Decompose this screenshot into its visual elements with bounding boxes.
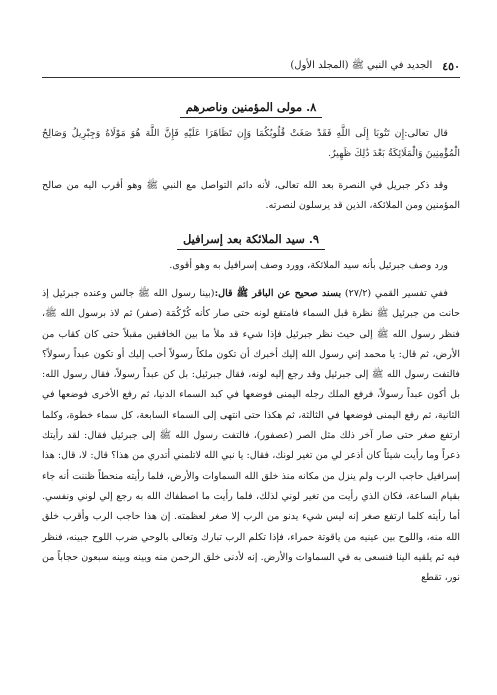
section-8-heading: [42, 100, 460, 118]
running-header: [42, 58, 460, 74]
section-8-paragraph: وقد ذكر جبريل في النصرة بعد الله تعالى، لأنه دائم التواصل مع النبي ﷺ وهو أقرب اليه من صالح المؤمنين ومن الملائكة، الذين قد يرسلون لنصرته.: [42, 180, 460, 212]
header-divider: [42, 77, 460, 78]
section-9-heading-text: ٩. سيد الملائكة بعد إسرافيل: [177, 232, 325, 250]
section-9-hadith: [42, 284, 460, 588]
hadith-source: ففي تفسير القمي (٢٧/٢): [341, 288, 449, 299]
hadith-chain: بسند صحيح عن الباقر ﷺ قال:: [214, 288, 342, 299]
section-8-body: [42, 176, 460, 217]
hadith-paragraph: [42, 284, 460, 588]
book-title: الجديد في النبي ﷺ (المجلد الأول): [290, 60, 433, 71]
section-9-paragraph-1: ورد وصف جبرئيل بأنه سيد الملائكة، وورد وصف إسرافيل به وهو أقوى.: [169, 260, 448, 271]
verse-paragraph: [42, 124, 460, 165]
page-number: ٤٥٠: [442, 59, 460, 73]
book-page: [42, 0, 460, 695]
section-8-verse-block: [42, 124, 460, 165]
section-9-heading: [42, 232, 460, 250]
quran-verse: إِن تَتُوبَا إِلَى اللَّهِ فَقَدْ صَغَتْ قُلُوبُكُمَا وَإِن تَظَاهَرَا عَلَيْهِ فَإِنَّ اللَّهَ هُوَ مَوْلَاهُ وَجِبْرِيلُ وَصَالِحُ الْمُؤْمِنِينَ وَالْمَلَائِكَةُ بَعْدَ ذَٰلِكَ ظَهِيرٌ.: [42, 128, 460, 160]
section-9-intro: [42, 256, 460, 276]
hadith-text: (بينا رسول الله ﷺ جالس وعنده جبرئيل إذ حانت من جبرئيل ﷺ نظرة قبل السماء فامتقع لونه حتى صار كأنه كُرْكُمَة (صفر) ثم لاذ برسول الله ﷺ، فنظر رسول الله ﷺ إلى حيث نظر جبرئيل فإذا شيء قد ملأ ما بين الخافقين مقبلاً حتى كان كقاب من الأرض، ثم قال: يا محمد إني رسول الله إليك أخبرك أن تكون ملكاً رسولاً أحب إليك أو تكون عبداً رسولاً؟ فالتفت رسول الله ﷺ إلى جبرئيل وقد رجع إليه لونه، فقال جبرئيل: بل كن عبداً رسولاً، فقال رسول الله: بل أكون عبداً رسولاً، فرفع الملك رجله اليمنى فوضعها في كبد السماء الدنيا، ثم رفع الأخرى فوضعها في الثانية، ثم رفع اليمنى فوضعها في الثالثة، ثم هكذا حتى انتهى إلى السماء السابعة، كل سماء خطوة، وكلما ارتفع صغر حتى صار آخر ذلك مثل الصر (عصفور)، فالتفت رسول الله ﷺ إلى جبرئيل فقال: لقد رأيتك ذعراً وما رأيت شيئاً كان أذعر لي من تغير لونك، فقال: يا نبي الله لاتلمني أتدري من هذا؟ قال: لا، قال: هذا إسرافيل حاجب الرب ولم ينزل من مكانه منذ خلق الله السماوات والأرض، فلما رأيته منحطاً ظننت أنه جاء بقيام الساعة، فكان الذي رأيت من تغير لوني لذلك، فلما رأيت ما اصطفاك الله به رجع إلي لوني ونفسي. أما رأيته كلما ارتفع صغر إنه ليس شيء يدنو من الرب إلا صغر لعظمته. إن هذا حاجب الرب وأقرب خلق الله منه، واللوح بين عينيه من ياقوتة حمراء، فإذا تكلم الرب تبارك وتعالى بالوحي ضرب اللوح جبينه، فنظر فيه ثم يلقيه الينا فنسعى به في السماوات والأرض. إنه لأدنى خلق الرحمن منه وبينه وبينه سبعون حجاباً من نور، تقطع: [42, 288, 460, 584]
verse-intro: قال تعالى:: [404, 128, 449, 139]
section-8-heading-text: ٨. مولى المؤمنين وناصرهم: [180, 100, 323, 118]
